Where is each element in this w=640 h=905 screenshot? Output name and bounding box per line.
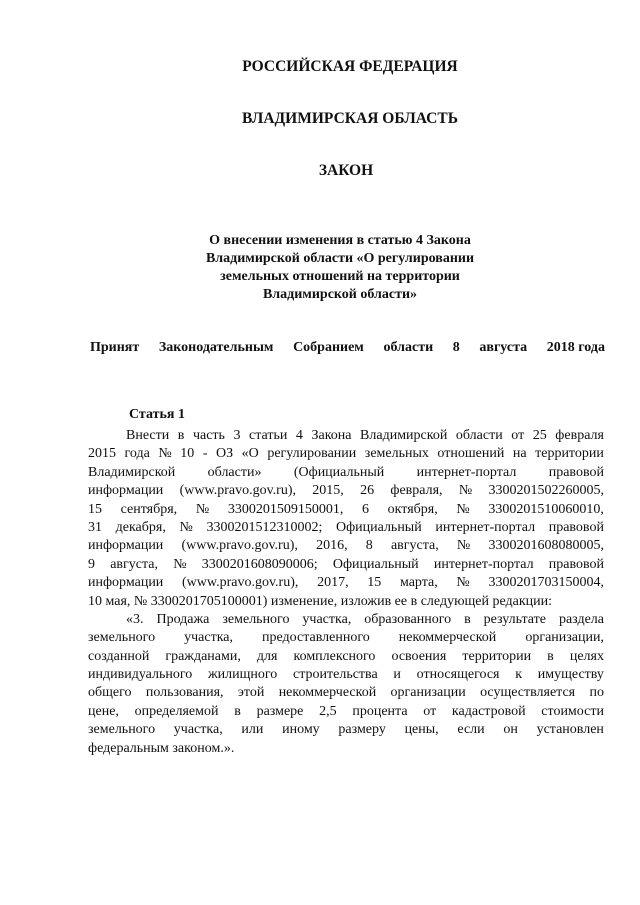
text-line: [88, 501, 604, 519]
text-word: (Официальный: [293, 464, 385, 480]
country-heading: РОССИЙСКАЯ ФЕДЕРАЦИЯ: [242, 58, 458, 75]
text-word: иному: [282, 722, 320, 738]
subject-line: Владимирской области «О регулировании: [205, 251, 475, 266]
text-word: 3300201703150004,: [488, 575, 604, 591]
text-word: относящегося: [416, 667, 500, 683]
text-word: имуществу: [537, 667, 604, 683]
text-word: 8: [365, 538, 373, 554]
text-word: он: [503, 722, 518, 738]
text-word: или: [241, 722, 264, 738]
text-word: 3300201510060010,: [488, 501, 604, 517]
text-word: информации: [88, 483, 164, 499]
text-word: некоммерческой: [278, 685, 377, 701]
text-word: к: [515, 667, 523, 683]
text-word: определяемой: [134, 703, 219, 719]
text-word: в: [234, 703, 241, 719]
text-word: №: [195, 501, 210, 517]
text-word: интернет-портал: [416, 464, 517, 480]
text-word: по: [589, 685, 604, 701]
subject-line: О внесении изменения в статью 4 Закона: [209, 233, 471, 248]
text-word: интернет-портал: [435, 519, 536, 535]
text-line: [88, 519, 604, 537]
text-word: 31: [88, 519, 102, 535]
text-word: октября,: [387, 501, 438, 517]
text-line: [88, 703, 604, 721]
adoption-word: 8: [452, 340, 460, 355]
text-word: декабря,: [115, 519, 166, 535]
text-word: регулировании: [267, 446, 357, 462]
text-word: 3300201512310002;: [206, 519, 323, 535]
text-word: 3300201502260005,: [488, 483, 604, 499]
text-word: участка,: [184, 630, 233, 646]
text-word: (www.pravo.gov.ru),: [181, 538, 298, 554]
text-word: 15: [88, 501, 102, 517]
text-word: 9: [88, 556, 95, 572]
text-word: 2016,: [316, 538, 348, 554]
text-word: 2015,: [312, 483, 344, 499]
text-line: [88, 482, 604, 500]
text-word: для: [256, 648, 278, 664]
text-word: жилищного: [207, 667, 278, 683]
adoption-word: области: [383, 340, 434, 355]
adoption-word: Собранием: [293, 340, 364, 355]
text-word: земельного: [88, 722, 156, 738]
text-word: результате: [483, 611, 546, 627]
article-body: [88, 427, 604, 758]
adoption-word: августа: [479, 340, 528, 355]
text-word: Владимирской: [360, 428, 448, 443]
text-word: августа,: [110, 556, 158, 572]
text-word: Продажа: [156, 611, 210, 627]
text-word: «О: [241, 446, 259, 462]
text-word: некоммерческой: [398, 630, 497, 646]
text-word: в: [177, 428, 185, 443]
text-word: года: [124, 446, 150, 462]
text-word: часть: [192, 428, 225, 443]
text-word: от: [423, 703, 437, 719]
text-word: 10 мая, № 3300201705100001) изменение, изложив ее в следующей редакции:: [88, 593, 553, 609]
text-word: участка,: [173, 722, 223, 738]
text-word: пользования,: [145, 685, 224, 701]
text-line: [88, 445, 604, 463]
text-word: Закона: [311, 428, 352, 443]
text-word: 26: [360, 483, 375, 499]
text-word: №: [458, 483, 473, 499]
text-word: территории: [535, 446, 604, 462]
text-word: статьи: [249, 428, 288, 443]
text-word: №: [456, 575, 470, 591]
subject-line: Владимирской области»: [262, 287, 418, 302]
text-line: [88, 556, 604, 574]
text-word: освоения: [391, 648, 447, 664]
adoption-word: Принят: [90, 340, 140, 355]
text-word: области: [455, 428, 503, 443]
text-line: [88, 629, 604, 647]
text-word: №: [456, 501, 470, 517]
text-word: в: [464, 611, 471, 627]
text-line: [88, 464, 604, 482]
text-word: ОЗ: [216, 446, 234, 462]
text-word: если: [457, 722, 485, 738]
text-word: в: [547, 648, 554, 664]
text-word: (www.pravo.gov.ru),: [182, 575, 299, 591]
text-word: 3300201608080005,: [488, 538, 604, 554]
text-word: 3: [233, 428, 241, 443]
text-line: [88, 666, 604, 684]
text-word: февраля,: [390, 483, 443, 499]
text-line: [88, 593, 604, 611]
text-word: 15: [367, 575, 382, 591]
text-word: комплексного: [293, 648, 376, 664]
text-line: [88, 648, 604, 666]
text-word: 2,5: [319, 703, 337, 719]
text-word: 3300201608090006;: [201, 556, 318, 572]
text-word: индивидуального: [88, 667, 193, 683]
text-word: Официальный: [332, 556, 419, 572]
text-word: на: [512, 446, 527, 462]
text-word: 2017,: [317, 575, 349, 591]
text-word: 3300201509150001,: [227, 501, 344, 517]
text-word: цене,: [88, 703, 119, 719]
text-word: правовой: [548, 556, 604, 572]
law-subject: [150, 232, 530, 304]
text-line: [88, 574, 604, 592]
text-word: территории: [462, 648, 532, 664]
text-word: 4: [295, 428, 303, 443]
text-word: информации: [88, 575, 164, 591]
text-word: общего: [88, 685, 132, 701]
text-word: сентября,: [120, 501, 178, 517]
text-line: [88, 537, 604, 555]
text-word: земельного: [88, 630, 156, 646]
text-word: августа,: [390, 538, 439, 554]
text-word: 2015: [88, 446, 116, 462]
text-line: [88, 684, 604, 702]
text-word: области»: [207, 464, 262, 480]
text-word: цены,: [404, 722, 439, 738]
text-word: целях: [569, 648, 604, 664]
text-word: №: [158, 446, 172, 462]
text-line: [88, 427, 604, 445]
text-word: февраля: [555, 428, 604, 443]
text-word: 25: [532, 428, 547, 443]
text-word: этой: [237, 685, 265, 701]
text-word: стоимости: [541, 703, 604, 719]
adoption-word: 2018 года: [546, 340, 605, 355]
text-word: федеральным законом.».: [88, 740, 235, 756]
subject-line: земельных отношений на территории: [220, 269, 460, 284]
text-word: образованного: [364, 611, 452, 627]
text-word: гражданами,: [165, 648, 241, 664]
text-word: Внести: [126, 428, 170, 443]
text-line: [88, 611, 604, 629]
text-word: размеру: [338, 722, 386, 738]
text-word: отношений: [437, 446, 505, 462]
text-word: 6: [362, 501, 370, 517]
article-title: Статья 1: [129, 407, 185, 422]
text-word: земельного: [222, 611, 290, 627]
text-word: кадастровой: [451, 703, 526, 719]
text-line: [88, 721, 604, 739]
adoption-line: [90, 340, 605, 356]
text-word: созданной: [88, 648, 150, 664]
text-word: установлен: [536, 722, 604, 738]
text-word: марта,: [399, 575, 438, 591]
text-word: участка,: [302, 611, 352, 627]
text-word: строительства: [293, 667, 378, 683]
text-word: №: [173, 556, 187, 572]
text-word: правовой: [548, 464, 604, 480]
text-word: Официальный: [335, 519, 422, 535]
text-word: организации: [390, 685, 466, 701]
region-heading: ВЛАДИМИРСКАЯ ОБЛАСТЬ: [242, 110, 458, 127]
text-word: №: [456, 538, 471, 554]
text-word: информации: [88, 538, 164, 554]
text-word: осуществляется: [480, 685, 576, 701]
text-word: от: [511, 428, 525, 443]
text-word: 10: [180, 446, 195, 462]
text-word: Владимирской: [88, 464, 176, 480]
text-word: (www.pravo.gov.ru),: [179, 483, 296, 499]
text-word: размере: [256, 703, 304, 719]
text-word: предоставленного: [262, 630, 370, 646]
text-line: [88, 740, 604, 758]
text-word: и: [393, 667, 401, 683]
text-word: «3.: [126, 611, 144, 627]
text-word: организации,: [525, 630, 604, 646]
adoption-word: Законодательным: [158, 340, 274, 355]
text-word: интернет-портал: [433, 556, 534, 572]
text-word: земельных: [364, 446, 429, 462]
text-word: правовой: [548, 519, 604, 535]
text-word: №: [179, 519, 193, 535]
text-word: раздела: [558, 611, 604, 627]
doc-type-heading: ЗАКОН: [318, 162, 374, 179]
text-word: процента: [352, 703, 408, 719]
text-word: -: [202, 446, 208, 462]
